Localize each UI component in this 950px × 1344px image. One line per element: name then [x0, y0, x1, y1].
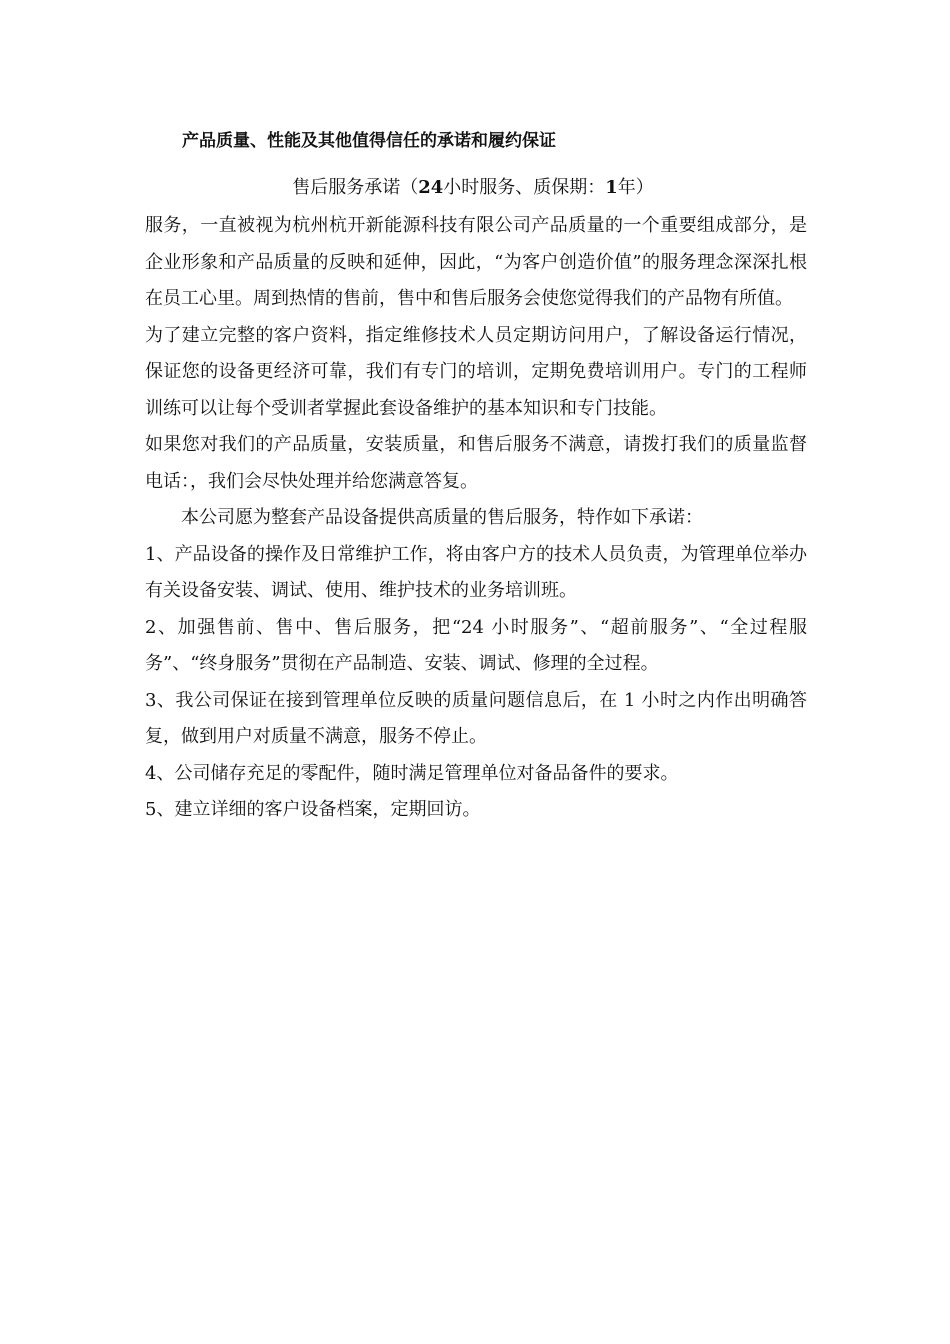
paragraph-commitment-intro: 本公司愿为整套产品设备提供高质量的售后服务，特作如下承诺：: [181, 507, 703, 528]
subheading-middle: 小时服务、质保期：: [443, 177, 606, 198]
paragraph-quality-hotline: 如果您对我们的产品质量，安装质量，和售后服务不满意，请拨打我们的质量监督电话：，我们会尽快处理并给您满意答复。: [145, 434, 807, 492]
commitment-item: 3、我公司保证在接到管理单位反映的质量问题信息后，在 1 小时之内作出明确答复，做到用户对质量不满意，服务不停止。: [145, 689, 807, 747]
commitment-item: 5、建立详细的客户设备档案，定期回访。: [145, 799, 481, 820]
commitment-item: 4、公司储存充足的零配件，随时满足管理单位对备品备件的要求。: [145, 762, 679, 784]
paragraph-customer-records: 为了建立完整的客户资料，指定维修技术人员定期访问用户，了解设备运行情况，保证您的设备更经济可靠，我们有专门的培训，定期免费培训用户。专门的工程师训练可以让每个受训者掌握此套设备维护的基本知识和专门技能。: [145, 324, 807, 419]
subheading-hours: 24: [418, 177, 444, 198]
commitment-item: 1、产品设备的操作及日常维护工作，将由客户方的技术人员负责，为管理单位举办有关设备安装、调试、使用、维护技术的业务培训班。: [145, 543, 807, 601]
subheading-suffix: 年）: [617, 177, 654, 198]
subheading-prefix: 售后服务承诺（: [292, 177, 419, 198]
commitment-item: 2、加强售前、售中、售后服务，把“24 小时服务”、“超前服务”、“全过程服务”、“终身服务”贯彻在产品制造、安装、调试、修理的全过程。: [145, 616, 807, 674]
document-heading: 产品质量、性能及其他值得信任的承诺和履约保证: [182, 131, 556, 151]
subheading-line: [292, 174, 654, 202]
document-body: [145, 208, 807, 829]
paragraph-service-value: 服务，一直被视为杭州杭开新能源科技有限公司产品质量的一个重要组成部分，是企业形象和产品质量的反映和延伸，因此，“为客户创造价值”的服务理念深深扎根在员工心里。周到热情的售前，售中和售后服务会使您觉得我们的产品物有所值。: [145, 215, 807, 309]
service-commitment-subheading: [0, 174, 950, 202]
subheading-warranty-years: 1: [605, 177, 618, 198]
